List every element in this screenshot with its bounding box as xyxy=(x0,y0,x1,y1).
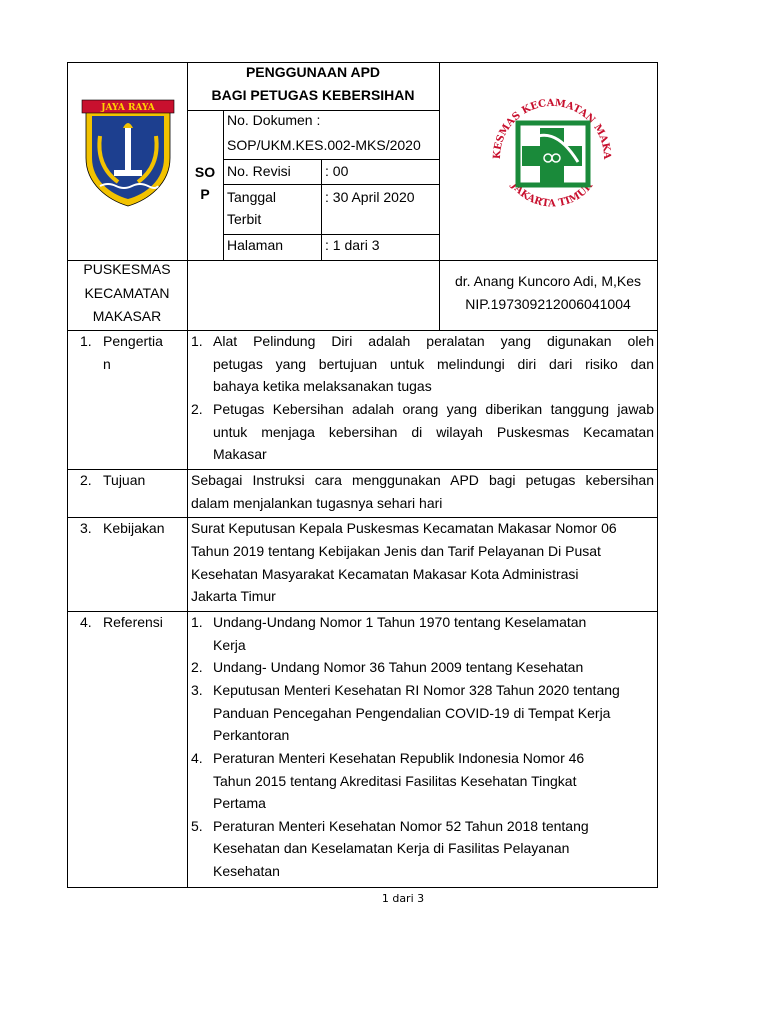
kebijakan-text-line: Kesehatan Masyarakat Kecamatan Makasar Kota Administrasi xyxy=(191,566,579,582)
org-name-line2: KECAMATAN xyxy=(84,285,170,301)
puskesmas-logo xyxy=(478,80,626,228)
list-item-number: 2. xyxy=(191,401,203,417)
svg-text:JAKARTA TIMUR: JAKARTA TIMUR xyxy=(508,180,596,210)
list-item-line: petugas yang bertujuan untuk melindungi diri dari risiko dan xyxy=(213,356,654,372)
list-item-line: Undang-Undang Nomor 1 Tahun 1970 tentang Keselamatan xyxy=(213,614,587,630)
list-item-line: bahaya ketika melaksanakan tugas xyxy=(213,378,432,394)
page-value: : 1 dari 3 xyxy=(325,237,380,253)
section-label-pengertian-2: n xyxy=(103,356,111,372)
list-item-line: Tahun 2015 tentang Akreditasi Fasilitas Kesehatan Tingkat xyxy=(213,773,577,789)
list-item-line: untuk menjaga kebersihan di wilayah Puskesmas Kecamatan xyxy=(213,424,654,440)
list-item-line: Pertama xyxy=(213,795,266,811)
list-item-line: Peraturan Menteri Kesehatan Republik Indonesia Nomor 46 xyxy=(213,750,585,766)
sop-label: SO xyxy=(194,164,216,180)
section-label-tujuan: Tujuan xyxy=(103,472,146,488)
kebijakan-text-line: Tahun 2019 tentang Kebijakan Jenis dan Tarif Pelayanan Di Pusat xyxy=(191,543,601,559)
tujuan-text-line: dalam menjalankan tugasnya sehari hari xyxy=(191,495,443,511)
date-label-2: Terbit xyxy=(227,211,262,227)
signer-nip: NIP.197309212006041004 xyxy=(465,296,631,312)
section-number: 1. xyxy=(80,333,92,349)
list-item-line: Peraturan Menteri Kesehatan Nomor 52 Tahun 2018 tentang xyxy=(213,818,589,834)
kebijakan-text-line: Jakarta Timur xyxy=(191,588,276,604)
list-item-number: 1. xyxy=(191,333,203,349)
list-item-line: Makasar xyxy=(213,446,267,462)
page-label: Halaman xyxy=(227,237,284,253)
tujuan-text-line: Sebagai Instruksi cara menggunakan APD bagi petugas kebersihan xyxy=(191,472,654,488)
list-item-line: Alat Pelindung Diri adalah peralatan yang digunakan oleh xyxy=(213,333,654,349)
date-label: Tanggal xyxy=(227,189,277,205)
svg-text:PUSKESMAS KECAMATAN MAKASAR: KESMAS KECAMATAN MAKA xyxy=(491,97,613,160)
kebijakan-text-line: Surat Keputusan Kepala Puskesmas Kecamatan Makasar Nomor 06 xyxy=(191,520,617,536)
list-item-line: Undang- Undang Nomor 36 Tahun 2009 tentang Kesehatan xyxy=(213,659,584,675)
list-item-line: Kesehatan xyxy=(213,863,280,879)
list-item-line: Petugas Kebersihan adalah orang yang diberikan tanggung jawab xyxy=(213,401,654,417)
section-label-pengertian: Pengertia xyxy=(103,333,163,349)
document-title-line2: BAGI PETUGAS KEBERSIHAN xyxy=(211,87,415,103)
section-number: 4. xyxy=(80,614,92,630)
doc-number-label: No. Dokumen : xyxy=(227,112,321,128)
jakarta-emblem-logo xyxy=(78,96,178,208)
section-label-referensi: Referensi xyxy=(103,614,163,630)
list-item-number: 4. xyxy=(191,750,203,766)
doc-number-value: SOP/UKM.KES.002-MKS/2020 xyxy=(227,137,421,153)
revision-label: No. Revisi xyxy=(227,163,291,179)
org-name-line3: MAKASAR xyxy=(92,308,162,324)
svg-text:JAYA RAYA: JAYA RAYA xyxy=(101,103,155,113)
section-label-kebijakan: Kebijakan xyxy=(103,520,165,536)
page-footer-number: 1 dari 3 xyxy=(381,892,425,905)
list-item-line: Kerja xyxy=(213,637,246,653)
list-item-line: Perkantoran xyxy=(213,727,290,743)
list-item-number: 5. xyxy=(191,818,203,834)
section-number: 3. xyxy=(80,520,92,536)
date-value: : 30 April 2020 xyxy=(325,189,415,205)
org-name-line1: PUSKESMAS xyxy=(83,261,171,277)
list-item-number: 1. xyxy=(191,614,203,630)
list-item-number: 3. xyxy=(191,682,203,698)
list-item-number: 2. xyxy=(191,659,203,675)
document-title-line1: PENGGUNAAN APD xyxy=(245,64,381,80)
list-item-line: Panduan Pencegahan Pengendalian COVID-19 di Tempat Kerja xyxy=(213,705,611,721)
revision-value: : 00 xyxy=(325,163,349,179)
signer-name: dr. Anang Kuncoro Adi, M,Kes xyxy=(454,273,641,289)
sop-label-2: P xyxy=(200,186,210,202)
list-item-line: Keputusan Menteri Kesehatan RI Nomor 328 Tahun 2020 tentang xyxy=(213,682,620,698)
section-number: 2. xyxy=(80,472,92,488)
list-item-line: Kesehatan dan Keselamatan Kerja di Fasilitas Pelayanan xyxy=(213,840,570,856)
